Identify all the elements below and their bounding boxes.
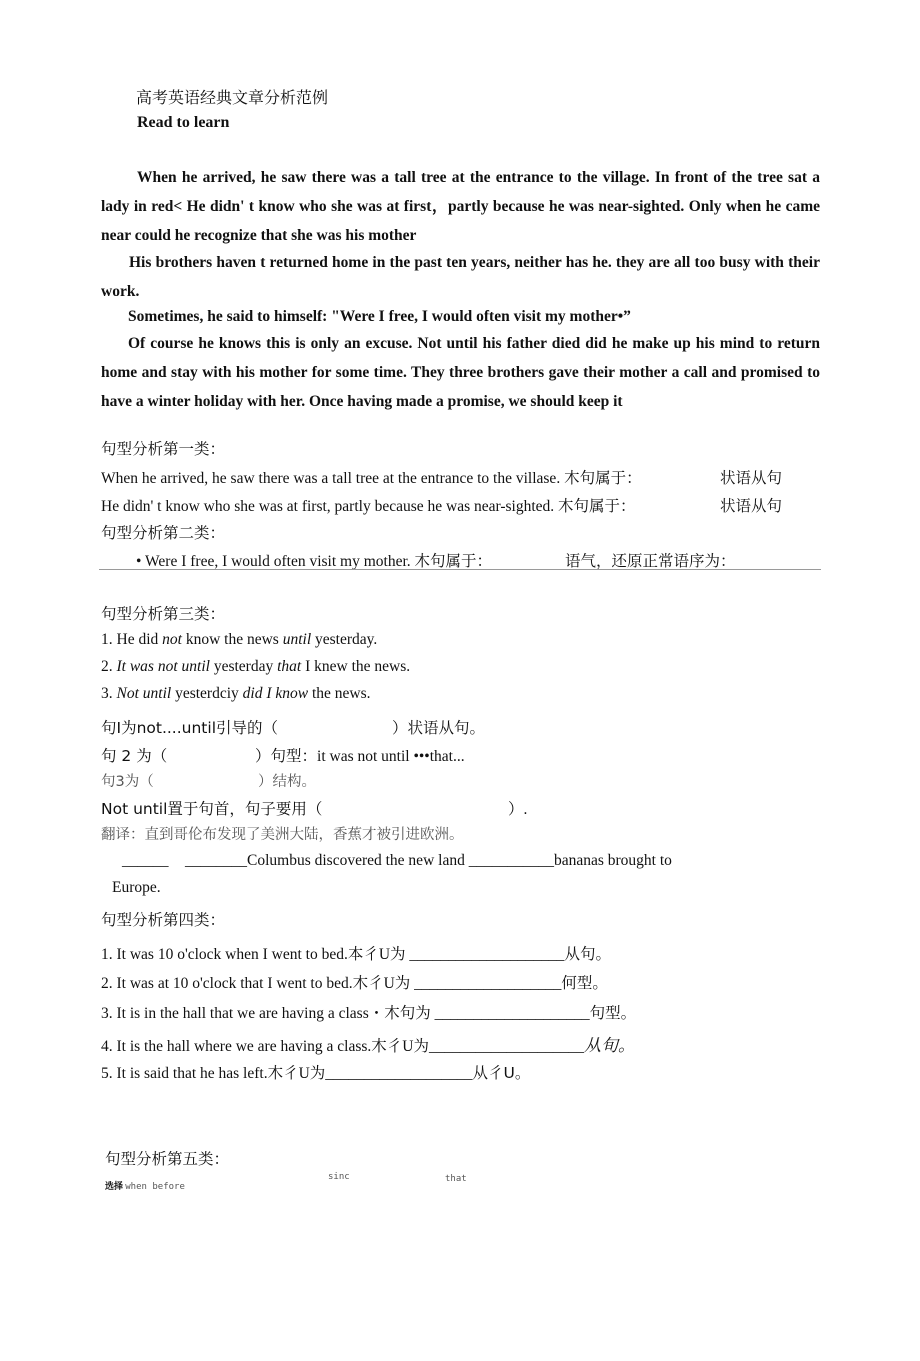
item-text: 4. It is the hall where we are having a class.木彳U为____________________ xyxy=(101,1038,584,1055)
item-number: 3. xyxy=(101,685,113,702)
document-title: 高考英语经典文章分析范例 xyxy=(136,88,329,107)
document-subtitle: Read to learn xyxy=(137,114,230,131)
sentence-text: • Were I free, I would often visit my mother. xyxy=(136,553,411,570)
section-2-answer-1: 语气，还原正常语序为： xyxy=(565,552,736,570)
question-3-start: 句3为（ xyxy=(101,774,154,790)
option-that: that xyxy=(445,1174,467,1184)
section-1-answer-2: 状语从句 xyxy=(720,497,783,515)
item-text: the news. xyxy=(308,685,371,702)
question-4-start xyxy=(101,797,322,819)
item-text: yesterdciy xyxy=(171,685,243,702)
section-3-heading: 句型分析第三类： xyxy=(101,605,226,623)
section-1-line-2 xyxy=(101,494,636,516)
question-4-text: Not until置于句首，句子要用（ xyxy=(101,800,323,818)
item-text: I knew the news. xyxy=(301,658,411,675)
question-1-start: 句I为not....until引导的（ xyxy=(101,719,279,737)
passage-paragraph-1: When he arrived, he saw there was a tall tree at the entrance to the village. In front of the tree sat a lady in red< He didn' t know who she was at first，partly because he was near-sighted. Only when he came near could he recognize that she was his mother xyxy=(101,169,820,244)
item-text: He did xyxy=(116,631,163,648)
item-italic: It was not until xyxy=(116,658,210,675)
section-5-options xyxy=(105,1179,185,1192)
section-1-answer-1: 状语从句 xyxy=(720,469,783,487)
section-3-item-1 xyxy=(101,631,377,649)
sentence-text: When he arrived, he saw there was a tall tree at the entrance to the villase. xyxy=(101,470,561,487)
section-3-item-3 xyxy=(101,685,371,703)
translation-blank-line: ________Columbus discovered the new land ___________bananas brought to xyxy=(185,852,672,869)
sentence-text: He didn' t know who she was at first, partly because he was near-sighted. xyxy=(101,498,555,515)
section-1-heading: 句型分析第一类： xyxy=(101,440,226,458)
sentence-label: 木句属于： xyxy=(414,552,493,570)
item-end: 从句。 xyxy=(564,945,611,963)
section-1-line-1 xyxy=(101,466,642,488)
item-italic: did I know xyxy=(242,685,309,702)
item-text: yesterday. xyxy=(311,631,378,648)
section-3-item-2 xyxy=(101,658,410,676)
item-text: 1. It was 10 o'clock when I went to bed.本彳U为 ____________________ xyxy=(101,946,565,963)
question-2-end xyxy=(255,744,465,766)
section-4-item-4 xyxy=(101,1031,635,1056)
section-4-item-1 xyxy=(101,942,611,964)
item-text: yesterday xyxy=(209,658,278,675)
item-italic: until xyxy=(282,631,312,648)
passage-paragraph-3: Sometimes, he said to himself: "Were I free, I would often visit my mother•” xyxy=(128,308,631,325)
item-end: 从旬。 xyxy=(583,1036,635,1056)
passage-paragraph-4: Of course he knows this is only an excuse. Not until his father died did he make up his mind to return home and stay with his mother for some time. They three brothers gave their mother a call and promised to have a winter holiday with her. Once having made a promise, we should keep it xyxy=(101,335,820,410)
section-5-heading: 句型分析第五类： xyxy=(105,1150,230,1168)
item-italic: that xyxy=(277,658,302,675)
item-italic: Not until xyxy=(116,685,172,702)
question-2-label: ）句型： xyxy=(255,747,318,765)
item-number: 2. xyxy=(101,658,113,675)
item-text: 2. It was at 10 o'clock that I went to bed.木彳U为 ___________________ xyxy=(101,975,562,992)
section-2-heading: 句型分析第二类： xyxy=(101,524,226,542)
section-4-item-5 xyxy=(101,1061,530,1083)
item-end: 句型。 xyxy=(589,1004,637,1022)
item-end: 何型。 xyxy=(561,974,608,992)
translation-blank-end: Europe. xyxy=(112,879,161,896)
sentence-label: 木句属于： xyxy=(564,469,642,487)
section-2-line-1 xyxy=(136,549,492,571)
question-1-end: ）状语从句。 xyxy=(392,719,486,737)
sentence-label: 木句属于： xyxy=(558,497,636,515)
item-text: 5. It is said that he has left.木彳U为___________________ xyxy=(101,1065,473,1082)
section-4-item-2 xyxy=(101,971,608,993)
translation-prompt: 翻译：直到哥伦布发现了美洲大陆，香蕉才被引进欧洲。 xyxy=(101,827,464,843)
question-2-pattern: it was not until •••that... xyxy=(317,748,465,765)
divider-line xyxy=(99,569,821,570)
question-3-end: ）结构。 xyxy=(258,774,316,790)
question-4-end: ）. xyxy=(508,801,528,818)
translation-blank-1: ______ xyxy=(122,852,169,869)
passage-paragraph-2: His brothers haven t returned home in the past ten years, neither has he. they are all too busy with their work. xyxy=(101,254,820,300)
option-when-before: when before xyxy=(125,1182,185,1192)
item-number: 1. xyxy=(101,631,113,648)
item-text: know the news xyxy=(181,631,283,648)
question-2-start: 句 2 为（ xyxy=(101,747,168,765)
option-since: sinc xyxy=(328,1172,350,1182)
item-italic: not xyxy=(162,631,182,648)
item-end: 从彳U。 xyxy=(472,1064,531,1082)
section-4-heading: 句型分析第四类： xyxy=(101,911,226,929)
section-4-item-3 xyxy=(101,1001,636,1023)
choose-label: 选择 xyxy=(105,1182,124,1192)
item-text: 3. It is in the hall that we are having a class・木句为 ____________________ xyxy=(101,1005,590,1022)
